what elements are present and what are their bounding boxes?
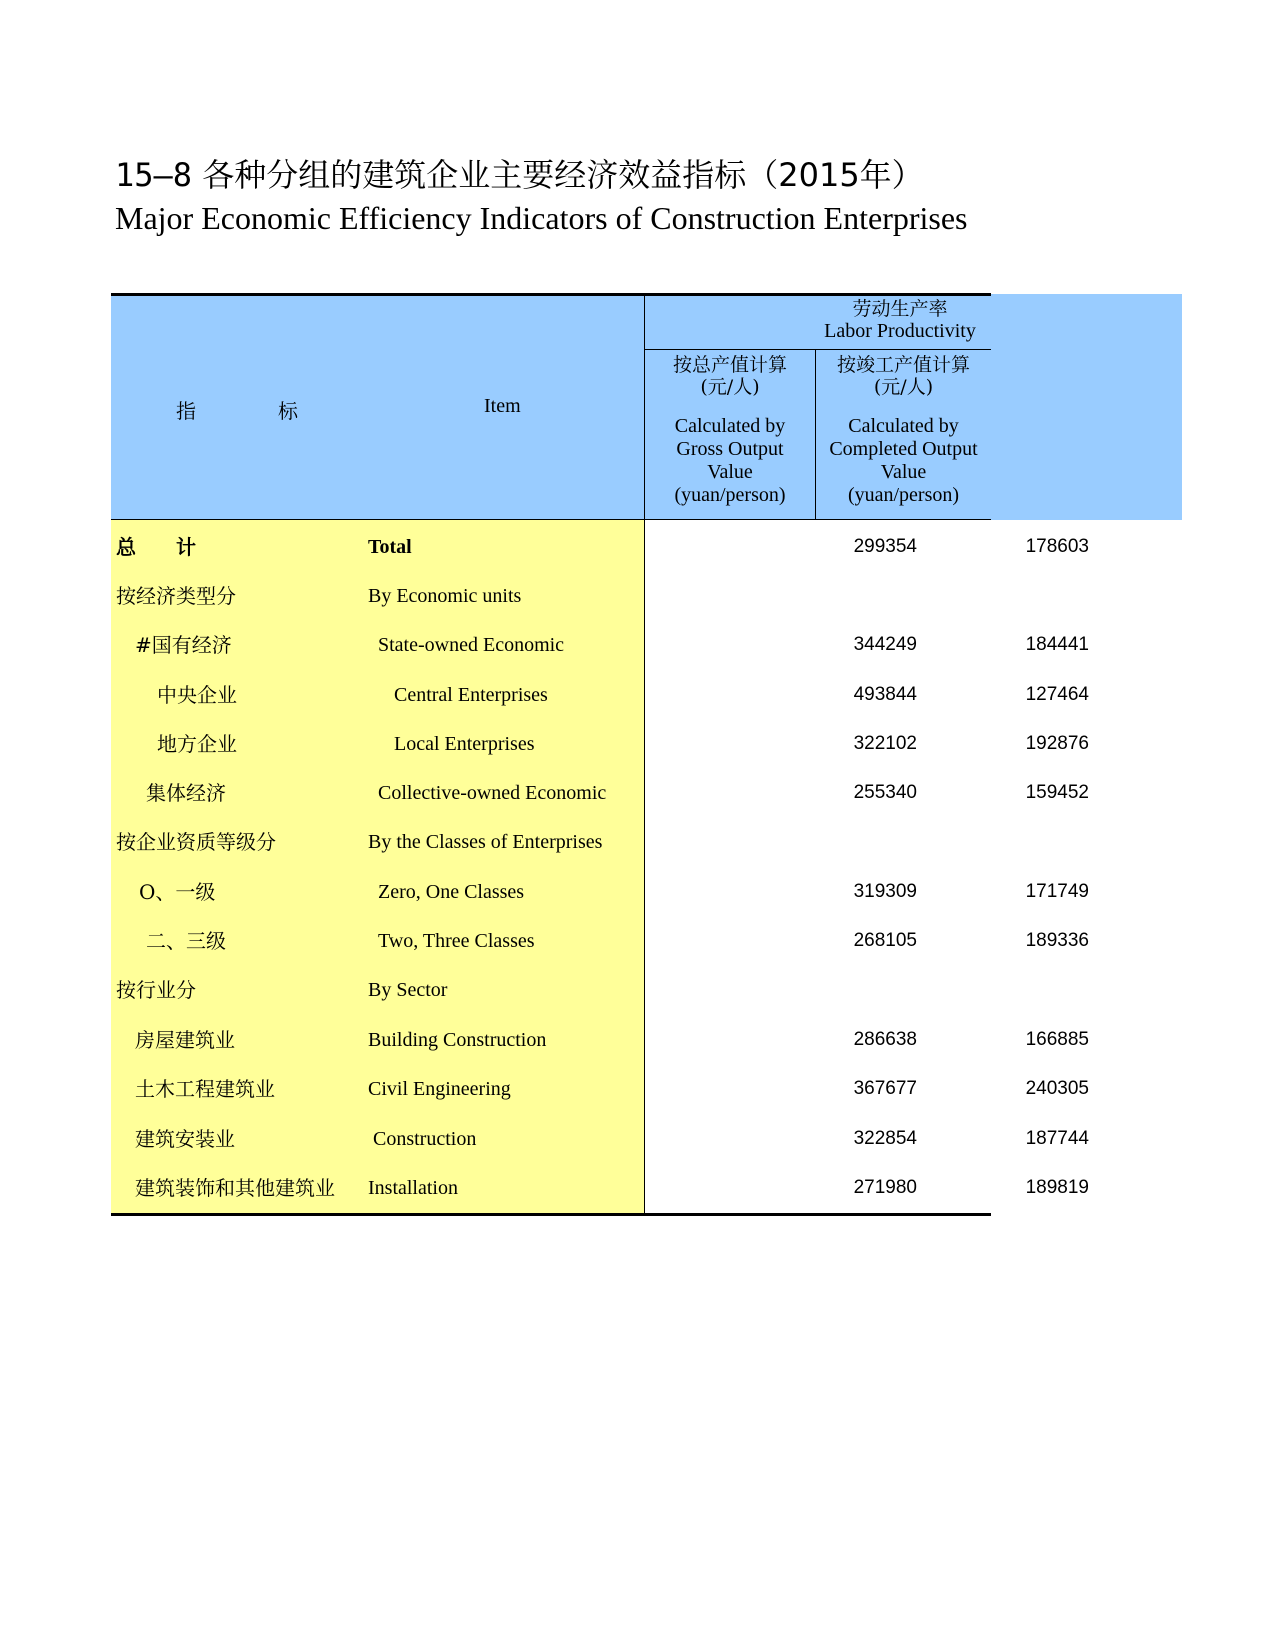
row-value-gross: 268105 [853,930,917,951]
row-label-cn: 集体经济 [146,781,226,805]
title-cn-text: 各种分组的建筑企业主要经济效益指标（2015年） [202,156,924,194]
row-value-gross: 322854 [853,1128,917,1149]
row-label-en: Local Enterprises [394,733,535,755]
row-value-completed: 166885 [1025,1029,1089,1050]
row-label-cn: 按行业分 [116,978,196,1002]
row-label-en: State-owned Economic [378,634,565,656]
col1-en3: Value [707,461,753,483]
row-label-cn: #国有经济 [135,633,232,657]
row-label-en: Zero, One Classes [378,881,525,903]
row-value-completed: 189336 [1025,930,1089,951]
table-row [111,917,1089,965]
row-value-gross: 319309 [853,881,917,902]
row-label-en: Civil Engineering [368,1078,511,1100]
row-value-gross: 344249 [853,634,917,655]
row-label-cn: О、一级 [139,880,216,904]
row-value-gross: 493844 [853,684,917,705]
page-title-en: Major Economic Efficiency Indicators of Construction Enterprises [115,200,968,236]
table-row [111,868,1089,916]
row-value-gross: 271980 [853,1177,917,1198]
col1-en2: Gross Output [676,438,784,460]
row-label-cn: 按企业资质等级分 [116,830,276,854]
header-bottom-rule [111,519,991,520]
row-label-cn: 总 计 [116,535,196,559]
header-biao: 标 [278,399,298,423]
row-label-en: Central Enterprises [394,684,548,706]
table-number: 15–8 [115,156,193,194]
col2-en2: Completed Output [829,438,978,460]
row-value-gross: 299354 [853,536,917,557]
row-label-cn: 建筑装饰和其他建筑业 [135,1176,335,1200]
table-row [111,1065,1089,1113]
header-item: Item [484,395,521,417]
labor-en: Labor Productivity [824,320,976,342]
table-row [111,572,991,620]
row-label-en: Installation [368,1177,458,1199]
row-value-gross: 322102 [853,733,917,754]
col2-cn2: (元/人) [873,376,934,398]
subheader-divider [644,349,991,350]
table-row [111,818,991,866]
col1-en1: Calculated by [674,415,786,437]
col1-header [645,354,815,507]
row-label-cn: 房屋建筑业 [135,1028,235,1052]
row-value-completed: 127464 [1025,684,1089,705]
table-row [111,966,991,1014]
table-row [111,671,1089,719]
row-label-en: By the Classes of Enterprises [368,831,603,853]
row-value-gross: 255340 [853,782,917,803]
col2-cn1: 按竣工产值计算 [836,354,970,376]
row-label-cn: 建筑安装业 [135,1127,235,1151]
col2-en3: Value [880,461,927,483]
row-label-en: Total [368,536,412,558]
col1-en4: (yuan/person) [674,484,786,506]
row-value-completed: 192876 [1025,733,1089,754]
col2-en1: Calculated by [848,415,959,437]
row-value-completed: 171749 [1025,881,1089,902]
row-value-gross: 367677 [853,1078,917,1099]
row-label-en: Collective-owned Economic [378,782,607,804]
row-label-en: By Sector [368,979,448,1001]
labor-header-clip [644,296,991,348]
col1-cn2: (元/人) [700,376,760,398]
row-label-cn: 地方企业 [157,732,237,756]
labor-cn: 劳动生产率 [852,298,948,320]
bottom-rule [111,1213,991,1216]
col2-header [816,354,991,507]
row-label-cn: 二、三级 [146,929,226,953]
col1-cn1: 按总产值计算 [672,354,787,376]
table-row [111,1115,1089,1163]
page-title-cn [115,150,924,196]
header-indicator-cn [176,395,298,424]
row-label-en: Two, Three Classes [378,930,535,952]
row-label-cn: 中央企业 [157,683,237,707]
header-zhi: 指 [176,399,196,423]
table-row [111,720,1089,768]
row-value-gross: 286638 [853,1029,917,1050]
row-value-completed: 240305 [1025,1078,1089,1099]
row-label-cn: 按经济类型分 [116,584,236,608]
row-value-completed: 187744 [1025,1128,1089,1149]
col2-en4: (yuan/person) [847,484,960,506]
table-row [111,523,1089,571]
row-value-completed: 184441 [1025,634,1089,655]
table-row [111,621,1089,669]
row-label-en: Construction [373,1128,477,1150]
row-value-completed: 178603 [1025,536,1089,557]
table-row [111,1164,1089,1212]
table-row [111,1016,1089,1064]
row-label-en: By Economic units [368,585,522,607]
table-row [111,769,1089,817]
row-value-completed: 159452 [1025,782,1089,803]
row-label-en: Building Construction [368,1029,547,1051]
row-label-cn: 土木工程建筑业 [135,1077,275,1101]
row-value-completed: 189819 [1025,1177,1089,1198]
